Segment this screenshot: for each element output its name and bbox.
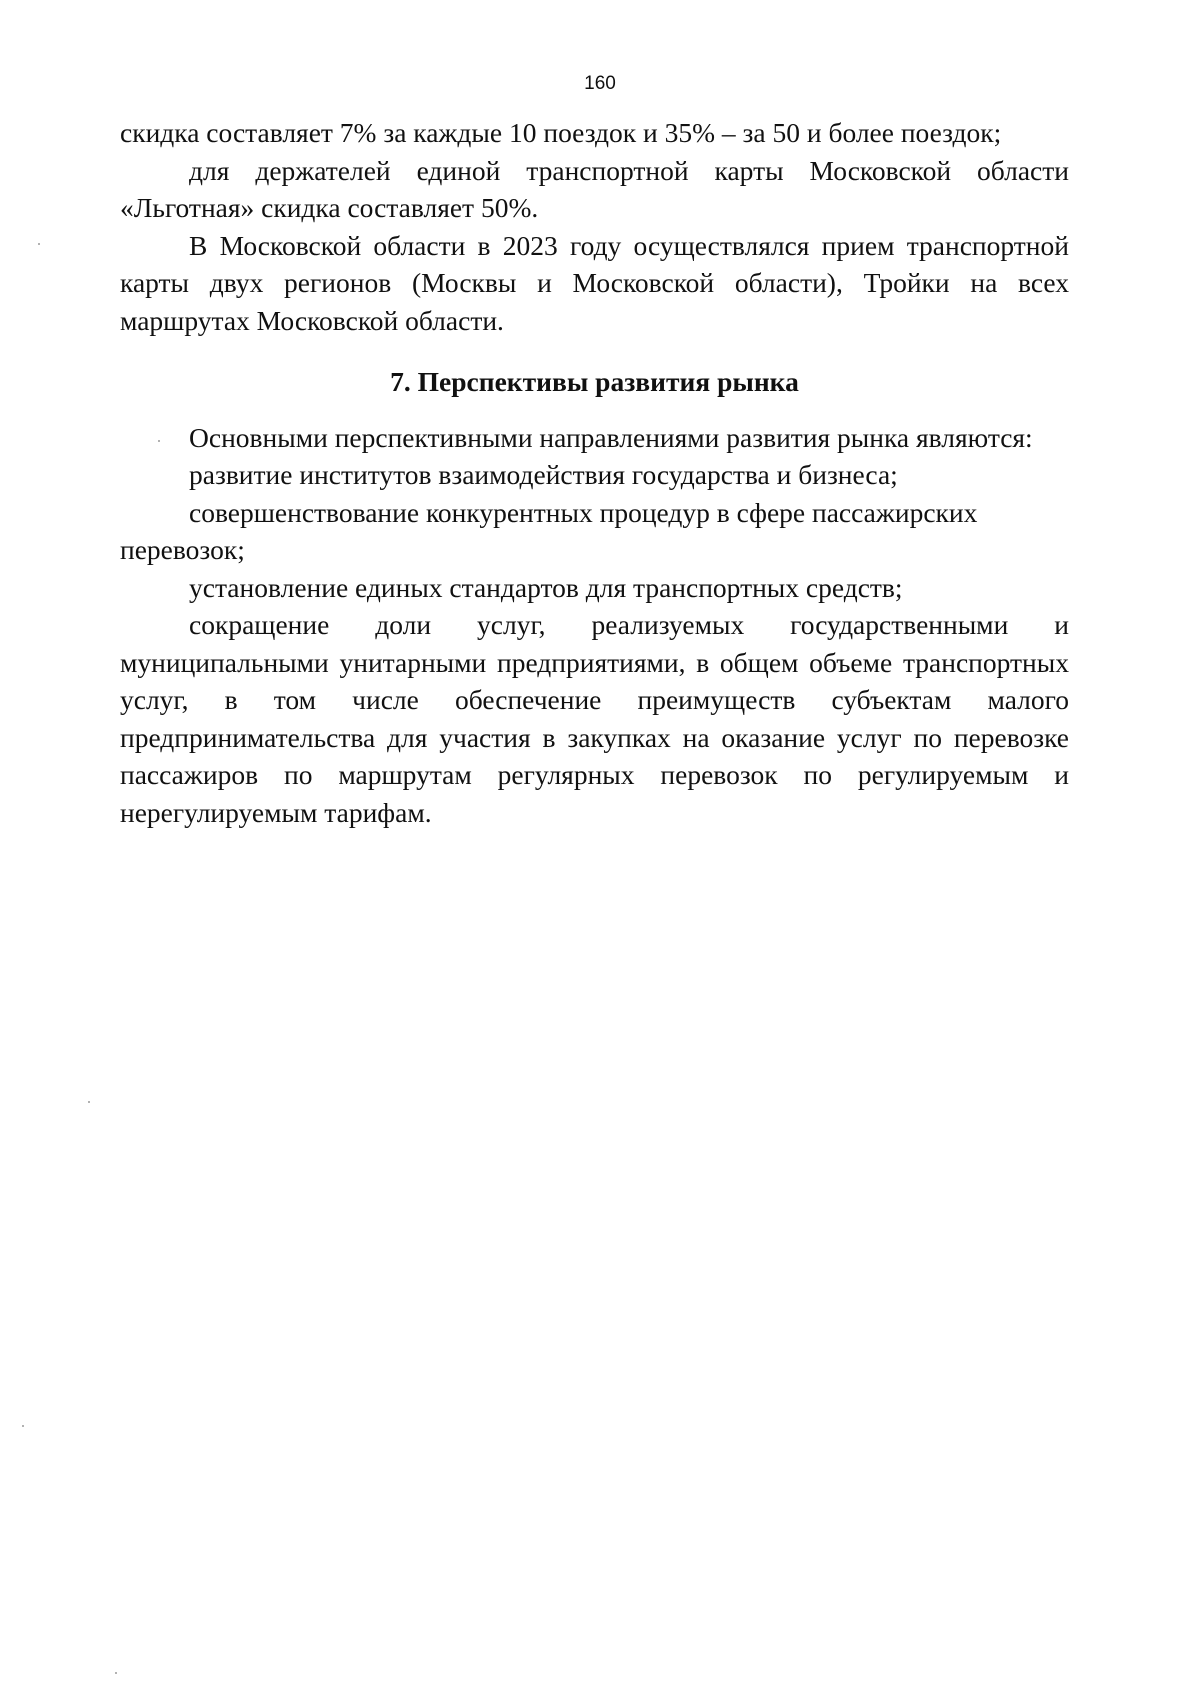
scan-mark: [38, 243, 40, 245]
list-item: сокращение доли услуг, реализуемых государственными и муниципальными унитарными предприятиями, в общем объеме транспортных услуг, в том числе обеспечение преимуществ субъектам малого предпринимательства для участия в закупках на оказание услуг по перевозке пассажиров по маршрутам регулярных перевозок по регулируемым и нерегулируемым тарифам.: [120, 609, 1069, 828]
scan-mark: [158, 440, 160, 442]
list-item: развитие институтов взаимодействия государства и бизнеса;: [189, 459, 898, 490]
paragraph-preferential-card: для держателей единой транспортной карты Московской области «Льготная» скидка составляет 50%.: [120, 154, 1069, 223]
paragraph-card-acceptance: В Московской области в 2023 году осуществлялся прием транспортной карты двух регионов (Москвы и Московской области), Тройки на всех маршрутах Московской области.: [120, 229, 1069, 336]
paragraph-discount-trips: скидка составляет 7% за каждые 10 поездок и 35% – за 50 и более поездок;: [120, 117, 1002, 148]
document-body: [120, 114, 1069, 831]
scan-mark: [115, 1672, 117, 1674]
list-item: совершенствование конкурентных процедур в сфере пассажирских перевозок;: [120, 496, 978, 565]
list-item: установление единых стандартов для транспортных средств;: [189, 571, 903, 603]
section-heading: 7. Перспективы развития рынка: [390, 366, 799, 397]
section-intro: Основными перспективными направлениями развития рынка являются:: [189, 421, 1033, 453]
scan-mark: [88, 1101, 90, 1103]
scan-mark: [22, 1425, 24, 1427]
page-number: 160: [584, 73, 616, 94]
